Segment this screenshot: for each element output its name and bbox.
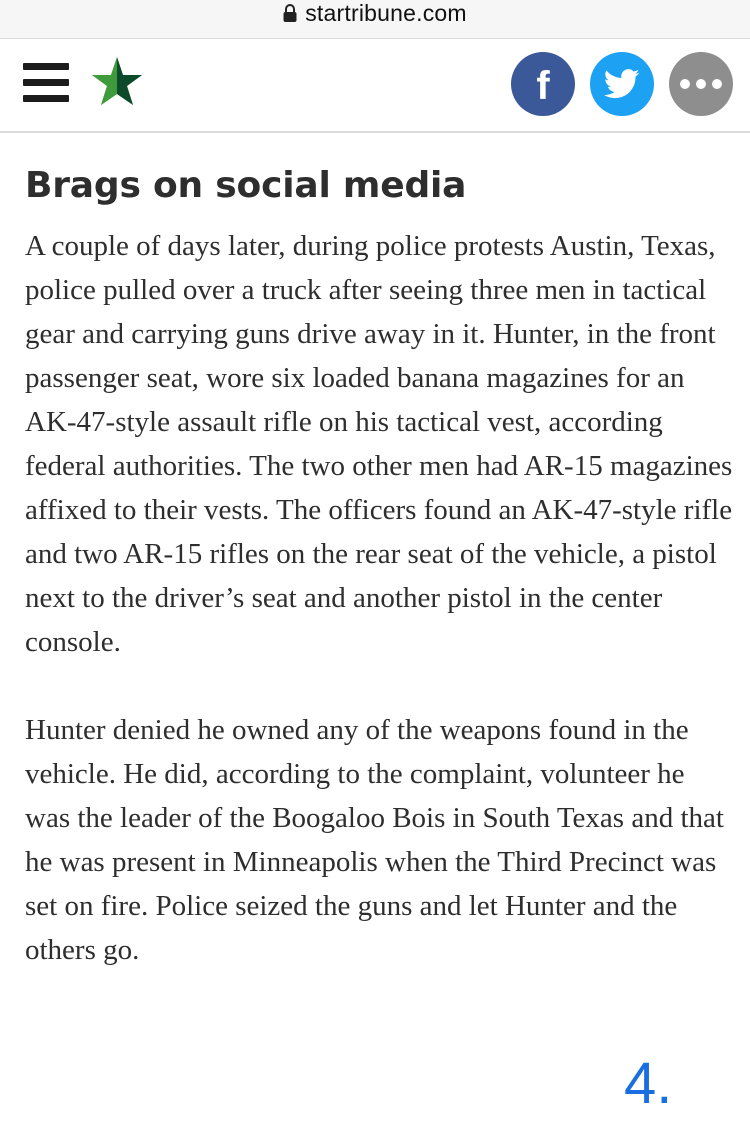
section-headline: Brags on social media <box>25 165 467 206</box>
article-paragraph: Hunter denied he owned any of the weapons found in the vehicle. He did, according to the complaint, volunteer he was the leader of the Boogaloo Bois in South Texas and that he was present in Minneapolis when the Third Precinct was set on fire. Police seized the guns and let Hunter and the others go. <box>25 714 724 966</box>
twitter-icon <box>604 69 640 99</box>
browser-address-bar[interactable] <box>0 0 750 39</box>
lock-icon <box>283 4 297 22</box>
facebook-icon: f <box>536 64 550 108</box>
hamburger-menu-icon[interactable] <box>23 63 69 103</box>
site-header <box>0 39 750 133</box>
facebook-share-button[interactable] <box>511 52 575 116</box>
more-icon <box>680 79 722 89</box>
article-body <box>25 158 735 972</box>
url-text[interactable]: startribune.com <box>305 0 467 26</box>
url-display[interactable] <box>283 0 467 27</box>
article-paragraph: A couple of days later, during police protests Austin, Texas, police pulled over a truck after seeing three men in tactical gear and carrying guns drive away in it. Hunter, in the front passenger seat, wore six loaded banana magazines for an AK-47-style assault rifle on his tactical vest, according federal authorities. The two other men had AR-15 magazines affixed to their vests. The officers found an AK-47-style rifle and two AR-15 rifles on the rear seat of the vehicle, a pistol next to the driver’s seat and another pistol in the center console. <box>25 230 733 658</box>
more-share-button[interactable] <box>669 52 733 116</box>
star-tribune-star-icon[interactable] <box>90 55 144 109</box>
twitter-share-button[interactable] <box>590 52 654 116</box>
page-number-annotation: 4. <box>624 1051 673 1116</box>
